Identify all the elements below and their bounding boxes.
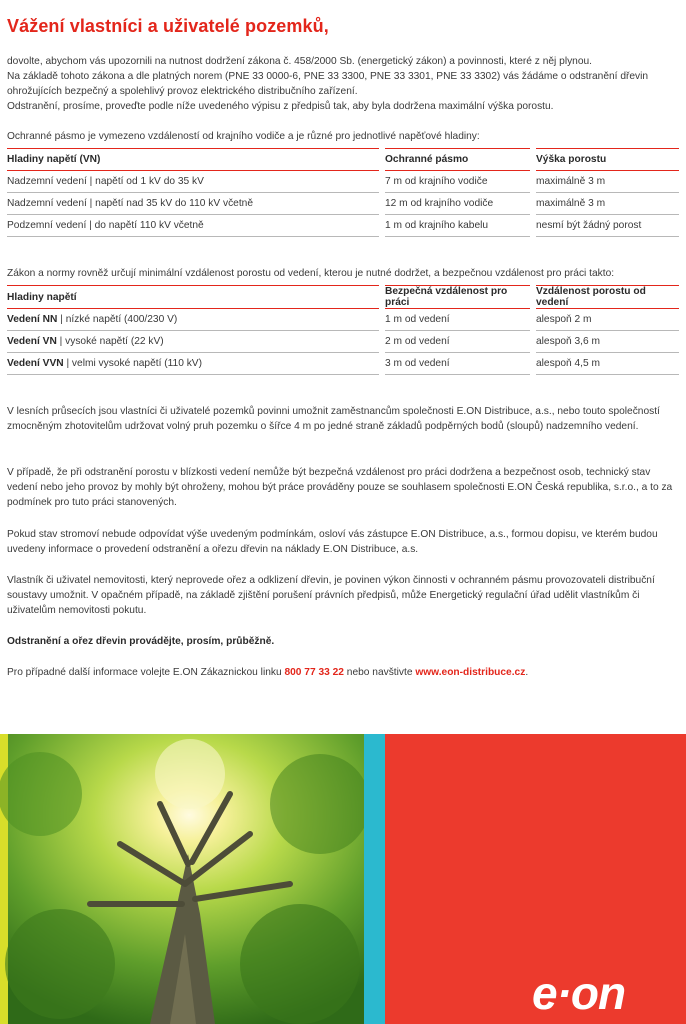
table-cell: alespoň 4,5 m <box>536 353 679 375</box>
table-row <box>7 353 679 375</box>
column-header: Vzdálenost porostu od vedení <box>536 286 679 309</box>
body-paragraph: Vlastník či uživatel nemovitosti, který neprovede ořez a odklizení dřevin, je povinen výkon činnosti v ochranném pásmu provozovateli distribuční soustavy umožnit. V opačném případě, na základě zjištění porušení právních předpisů, může Energetický regulační úřad udělit vlastníkům či uživatelům nemovitosti pokutu. <box>7 575 655 616</box>
voltage-level-desc: | vysoké napětí (22 kV) <box>56 336 164 347</box>
voltage-level-name: Vedení VN <box>7 336 57 347</box>
table-cell: 7 m od krajního vodiče <box>385 171 530 193</box>
voltage-level-desc: | nízké napětí (400/230 V) <box>57 314 178 325</box>
table-cell: 1 m od krajního kabelu <box>385 215 530 237</box>
eon-logo: e·on <box>532 967 626 1019</box>
intro-paragraph: Odstranění, prosíme, proveďte podle níže uvedeného výpisu z předpisů tak, aby byla dodržena maximální výška porostu. <box>7 101 554 112</box>
tree-canopy-photo <box>0 734 364 1024</box>
contact-line <box>7 665 679 680</box>
table-cell: Podzemní vedení | do napětí 110 kV včetně <box>7 215 379 237</box>
column-header: Hladiny napětí (VN) <box>7 149 379 171</box>
table-row <box>7 171 679 193</box>
page-title: Vážení vlastníci a uživatelé pozemků, <box>7 16 329 36</box>
body-paragraph: Pokud stav stromoví nebude odpovídat výše uvedeným podmínkám, osloví vás zástupce E.ON Distribuce, a.s., formou dopisu, ve kterém budou uvedeny informace o provedení odstranění a ořezu dřevin na náklady E.ON Distribuce, a.s. <box>7 529 658 555</box>
table-cell: maximálně 3 m <box>536 193 679 215</box>
table-row <box>7 331 679 353</box>
column-header: Bezpečná vzdálenost pro práci <box>385 286 530 309</box>
table-cell: 1 m od vedení <box>385 309 530 331</box>
table1-label: Ochranné pásmo je vymezeno vzdáleností od krajního vodiče a je různé pro jednotlivé napěťové hladiny: <box>7 131 480 142</box>
table-cell <box>7 331 379 353</box>
table-cell: alespoň 3,6 m <box>536 331 679 353</box>
table2-label: Zákon a normy rovněž určují minimální vzdálenost porostu od vedení, kterou je nutné dodržet, a bezpečnou vzdálenost pro práci takto: <box>7 268 615 279</box>
contact-suffix: . <box>525 667 529 678</box>
protection-zone-table <box>7 148 679 237</box>
bold-note: Odstranění a ořez dřevin provádějte, prosím, průběžně. <box>7 636 275 647</box>
column-header: Hladiny napětí <box>7 286 379 309</box>
voltage-level-name: Vedení NN <box>7 314 58 325</box>
table-header-row <box>7 286 679 309</box>
table-row <box>7 309 679 331</box>
table-row <box>7 215 679 237</box>
table-cell: 12 m od krajního vodiče <box>385 193 530 215</box>
hotline-number[interactable]: 800 77 33 22 <box>284 667 344 678</box>
table-cell: Nadzemní vedení | napětí od 1 kV do 35 kV <box>7 171 379 193</box>
intro-paragraph: dovolte, abychom vás upozornili na nutnost dodržení zákona č. 458/2000 Sb. (energetický zákon) a povinnosti, které z něj plynou. <box>7 56 593 67</box>
table-header-row <box>7 149 679 171</box>
table-cell: 2 m od vedení <box>385 331 530 353</box>
table-cell: maximálně 3 m <box>536 171 679 193</box>
website-link[interactable]: www.eon-distribuce.cz <box>415 667 526 678</box>
body-paragraph: V případě, že při odstranění porostu v blízkosti vedení nemůže být bezpečná vzdálenost pro práci dodržena a bezpečnost osob, technický stav vedení nebo jeho provoz by mohly být ohroženy, mohou být práce prováděny pouze se souhlasem společnosti E.ON Česká republika, s.r.o., a to za podmínek pro tuto práci stanovených. <box>7 467 673 508</box>
contact-prefix: Pro případné další informace volejte E.ON Zákaznickou linku <box>7 667 285 678</box>
intro-paragraph: Na základě tohoto zákona a dle platných norem (PNE 33 0000-6, PNE 33 3300, PNE 33 3301, PNE 33 3302) vás žádáme o odstranění dřevin ohrožujících bezpečný a spolehlivý provoz elektrického distribučního zařízení. <box>7 71 649 97</box>
table-cell <box>7 353 379 375</box>
intro-text <box>7 54 679 114</box>
column-header: Výška porostu <box>536 149 679 171</box>
table-cell <box>7 309 379 331</box>
table-cell: alespoň 2 m <box>536 309 679 331</box>
voltage-level-desc: | velmi vysoké napětí (110 kV) <box>63 358 202 369</box>
cyan-accent-strip <box>364 734 385 1024</box>
table-cell: Nadzemní vedení | napětí nad 35 kV do 110 kV včetně <box>7 193 379 215</box>
table-cell: 3 m od vedení <box>385 353 530 375</box>
body-paragraph: V lesních průsecích jsou vlastníci či uživatelé pozemků povinni umožnit zaměstnancům společnosti E.ON Distribuce, a.s., nebo touto společností zmocněným zhotovitelům udržovat volný pruh pozemku o šířce 4 m po jedné straně základů podpěrných bodů (sloupů) nadzemního vedení. <box>7 406 660 432</box>
column-header: Ochranné pásmo <box>385 149 530 171</box>
voltage-level-name: Vedení VVN <box>7 358 64 369</box>
contact-middle: nebo navštivte <box>343 667 416 678</box>
table-cell: nesmí být žádný porost <box>536 215 679 237</box>
table-row <box>7 193 679 215</box>
safe-distance-table <box>7 285 679 375</box>
